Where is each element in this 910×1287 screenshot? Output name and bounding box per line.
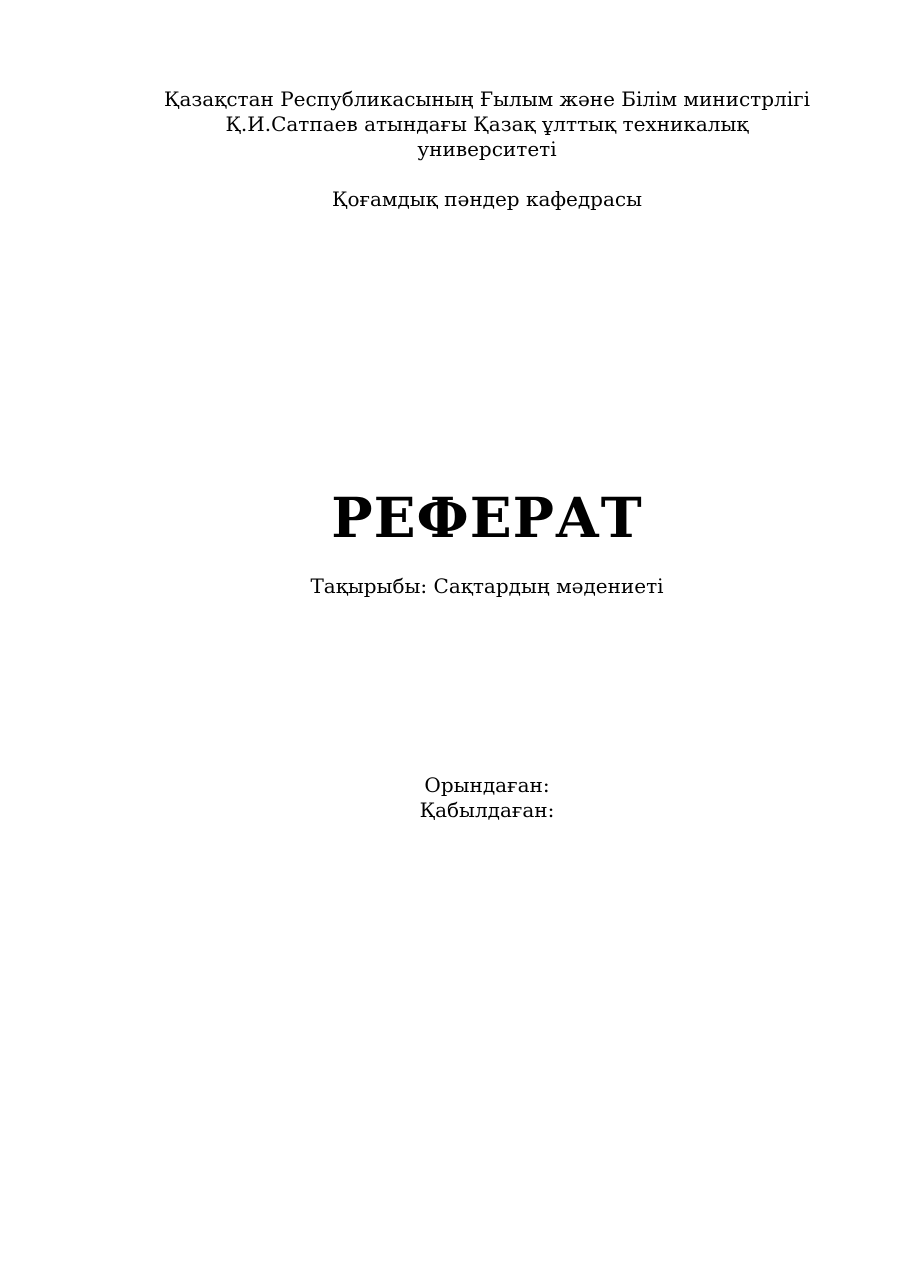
ministry-heading: Қазақстан Республикасының Ғылым және Білім министрлігі (163, 87, 811, 111)
performed-by-label: Орындаған: (424, 773, 550, 797)
accepted-by-label: Қабылдаған: (419, 798, 555, 822)
university-name-line: Қ.И.Сатпаев атындағы Қазақ ұлттық техникалық (225, 112, 749, 136)
document-title: РЕФЕРАТ (331, 485, 643, 550)
topic-line: Тақырыбы: Сақтардың мәдениеті (310, 574, 664, 598)
department-name: Қоғамдық пәндер кафедрасы (331, 187, 643, 211)
university-name-line-2: университеті (417, 137, 557, 161)
